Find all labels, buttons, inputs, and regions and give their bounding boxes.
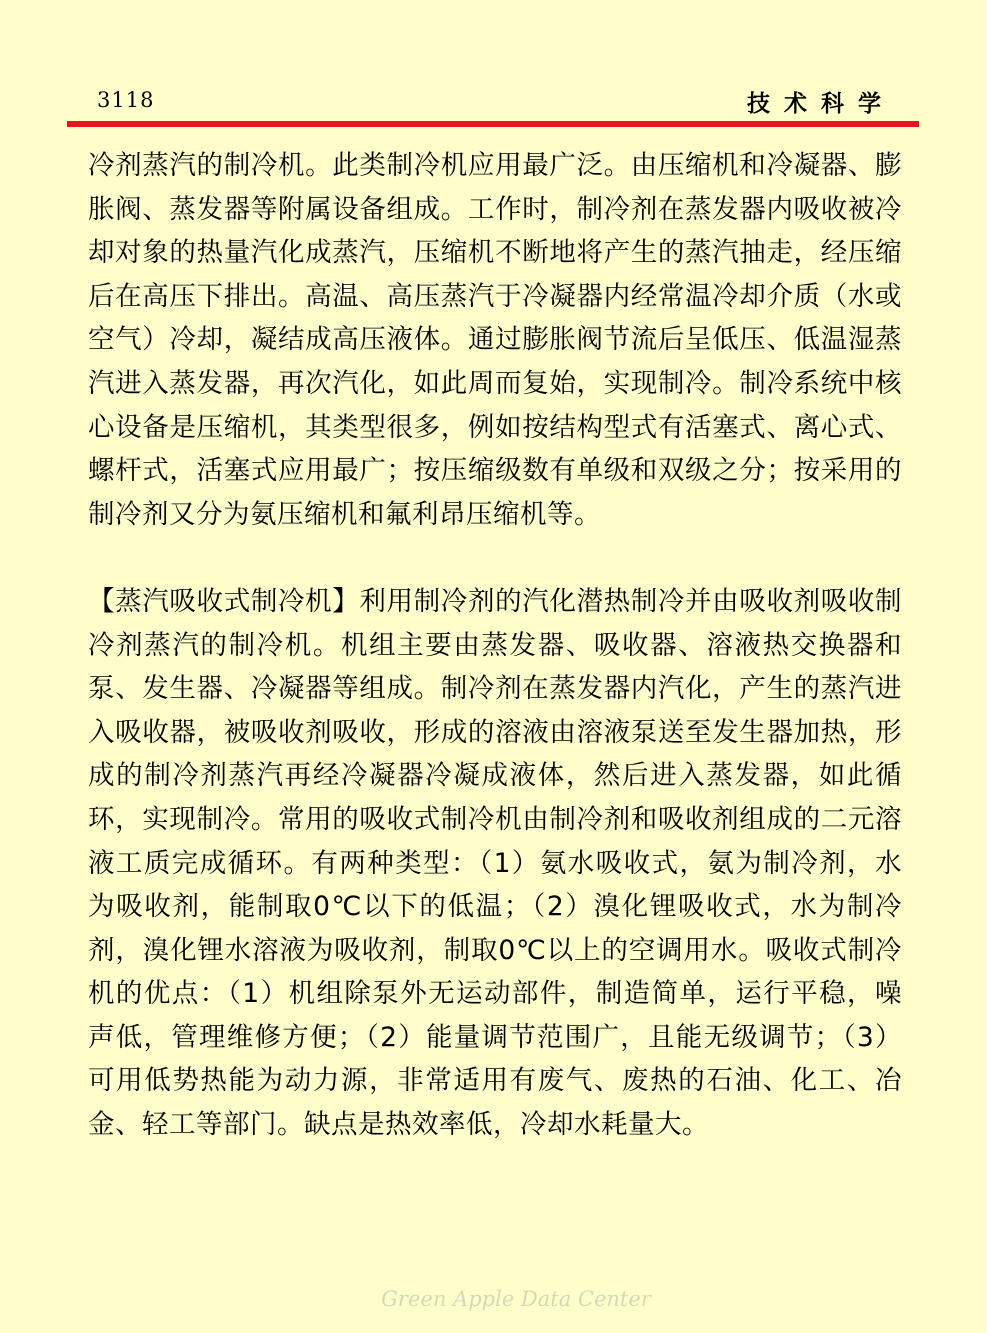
article-body [88,144,902,1147]
watermark: Green Apple Data Center [381,1287,651,1311]
paragraph-gap [88,536,902,580]
paragraph [88,580,902,1147]
entry-term: 【蒸汽吸收式制冷机】 [88,585,360,617]
paragraph: 冷剂蒸汽的制冷机。此类制冷机应用最广泛。由压缩机和冷凝器、膨胀阀、蒸发器等附属设备组成。工作时，制冷剂在蒸发器内吸收被冷却对象的热量汽化成蒸汽，压缩机不断地将产生的蒸汽抽走，经压缩后在高压下排出。高温、高压蒸汽于冷凝器内经常温冷却介质（水或空气）冷却，凝结成高压液体。通过膨胀阀节流后呈低压、低温湿蒸汽进入蒸发器，再次汽化，如此周而复始，实现制冷。制冷系统中核心设备是压缩机，其类型很多，例如按结构型式有活塞式、离心式、螺杆式，活塞式应用最广；按压缩级数有单级和双级之分；按采用的制冷剂又分为氨压缩机和氟利昂压缩机等。 [88,150,902,530]
header-rule [67,121,919,127]
running-head: 技术科学 [747,91,895,117]
page-number: 3118 [97,88,155,112]
entry-definition: 利用制冷剂的汽化潜热制冷并由吸收剂吸收制冷剂蒸汽的制冷机。机组主要由蒸发器、吸收器、溶液热交换器和泵、发生器、冷凝器等组成。制冷剂在蒸发器内汽化，产生的蒸汽进入吸收器，被吸收剂吸收，形成的溶液由溶液泵送至发生器加热，形成的制冷剂蒸汽再经冷凝器冷凝成液体，然后进入蒸发器，如此循环，实现制冷。常用的吸收式制冷机由制冷剂和吸收剂组成的二元溶液工质完成循环。有两种类型：（1）氨水吸收式，氨为制冷剂，水为吸收剂，能制取0℃以下的低温；（2）溴化锂吸收式，水为制冷剂，溴化锂水溶液为吸收剂，制取0℃以上的空调用水。吸收式制冷机的优点：（1）机组除泵外无运动部件，制造简单，运行平稳，噪声低，管理维修方便；（2）能量调节范围广，且能无级调节；（3）可用低势热能为动力源，非常适用有废气、废热的石油、化工、冶金、轻工等部门。缺点是热效率低，冷却水耗量大。 [88,585,903,1141]
